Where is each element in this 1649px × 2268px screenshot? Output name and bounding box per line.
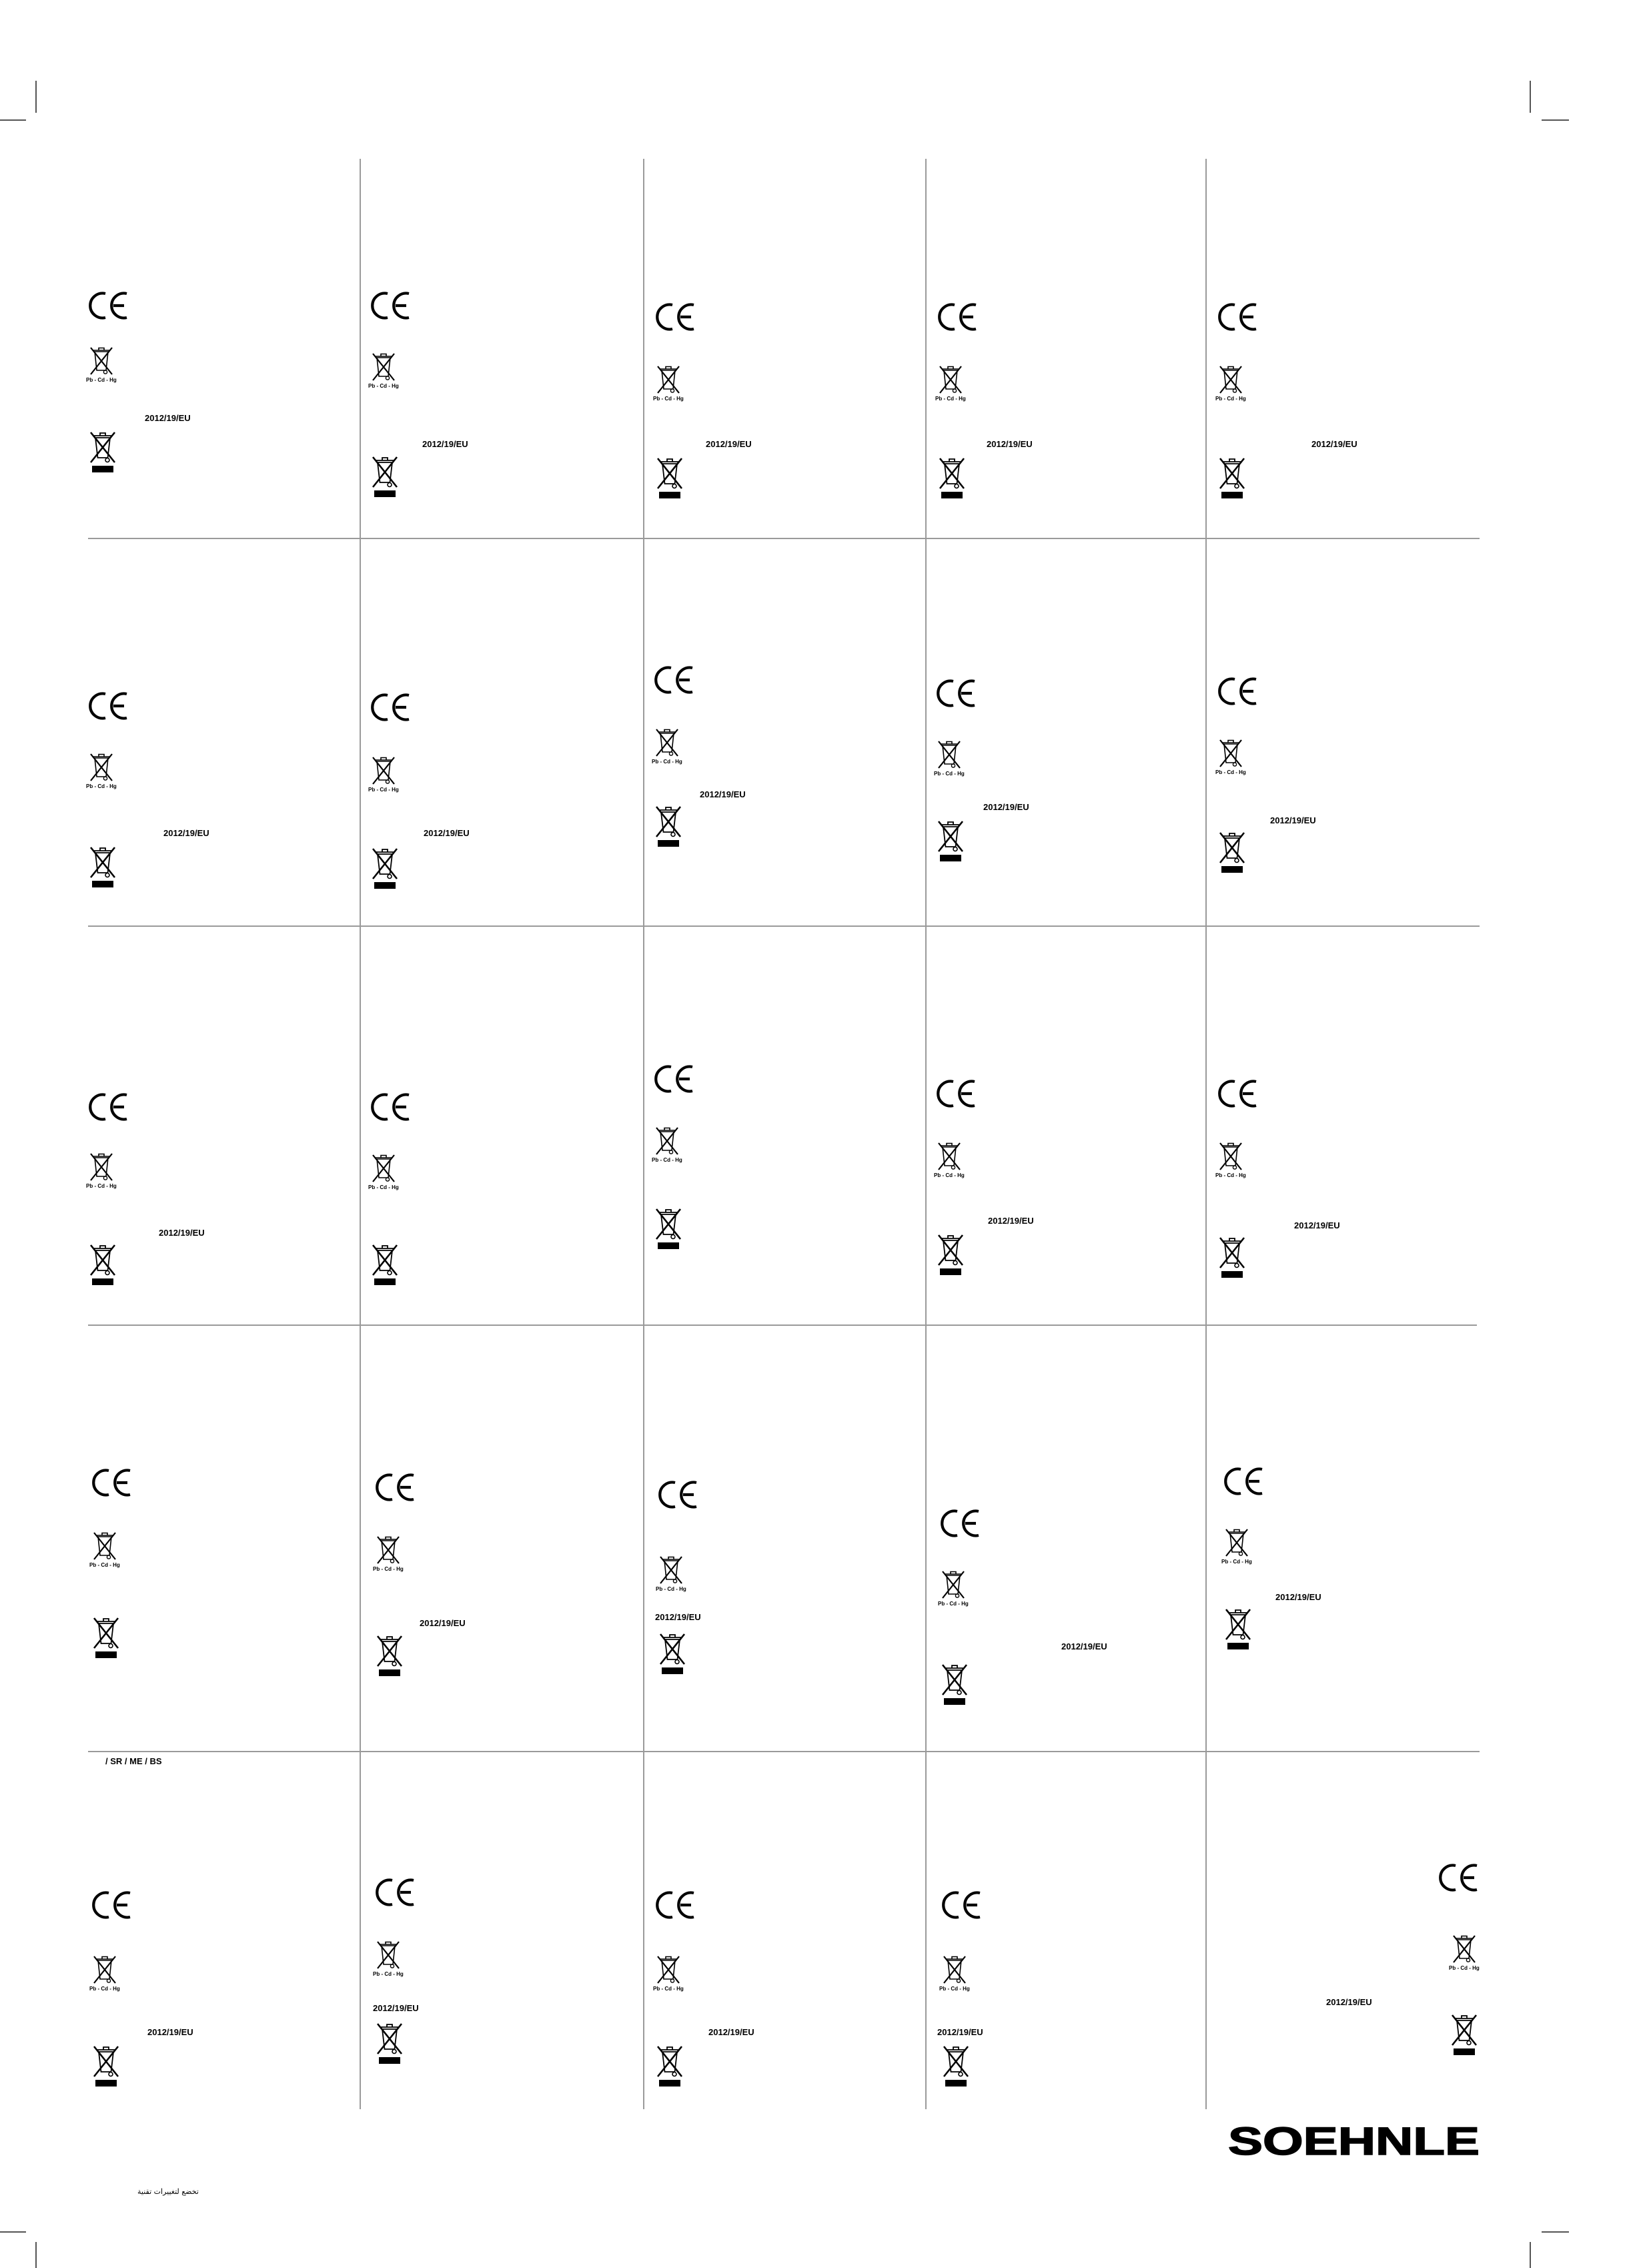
ce-mark-icon bbox=[91, 1467, 131, 1499]
battery-disposal-icon bbox=[937, 363, 964, 404]
weee-crossed-bin-icon bbox=[1217, 1234, 1247, 1278]
weee-directive-label: 2012/19/EU bbox=[983, 802, 1029, 812]
battery-chem-label: Pb - Cd - Hg bbox=[1215, 396, 1246, 402]
soehnle-logo-text: SOEHNLE bbox=[1228, 2125, 1480, 2157]
weee-crossed-bin-icon bbox=[370, 845, 400, 889]
battery-chem-label: Pb - Cd - Hg bbox=[652, 1157, 682, 1163]
weee-crossed-bin-icon bbox=[88, 1241, 117, 1285]
battery-disposal-icon bbox=[654, 726, 680, 767]
weee-directive-label: 2012/19/EU bbox=[1294, 1220, 1340, 1230]
column-divider bbox=[925, 159, 927, 2109]
ce-mark-icon bbox=[88, 690, 128, 722]
row-divider bbox=[88, 538, 1480, 539]
weee-crossed-bin-icon bbox=[936, 1231, 965, 1275]
weee-directive-label: 2012/19/EU bbox=[700, 789, 746, 799]
ce-mark-icon bbox=[88, 290, 128, 322]
crop-mark-top-right-vertical bbox=[1530, 81, 1531, 113]
weee-directive-label: 2012/19/EU bbox=[147, 2027, 193, 2037]
battery-chem-label: Pb - Cd - Hg bbox=[656, 1586, 686, 1592]
weee-directive-label: 2012/19/EU bbox=[1326, 1997, 1372, 2007]
ce-mark-icon bbox=[1438, 1862, 1478, 1894]
battery-disposal-icon bbox=[91, 1953, 118, 1994]
crop-mark-top-left-vertical bbox=[35, 81, 37, 113]
battery-chem-label: Pb - Cd - Hg bbox=[373, 1566, 404, 1572]
weee-crossed-bin-icon bbox=[941, 2042, 971, 2087]
weee-directive-label: 2012/19/EU bbox=[655, 1612, 701, 1622]
battery-disposal-icon bbox=[1217, 363, 1244, 404]
ce-mark-icon bbox=[941, 1889, 981, 1921]
ce-mark-icon bbox=[936, 677, 976, 709]
weee-directive-label: 2012/19/EU bbox=[424, 828, 470, 838]
battery-disposal-icon bbox=[370, 1152, 397, 1193]
ce-mark-icon bbox=[370, 290, 410, 322]
battery-chem-label: Pb - Cd - Hg bbox=[934, 1172, 965, 1178]
column-divider bbox=[643, 159, 644, 2109]
crop-mark-bottom-left-horizontal bbox=[0, 2231, 26, 2233]
battery-disposal-icon bbox=[1451, 1932, 1478, 1974]
ce-mark-icon bbox=[1217, 1078, 1257, 1110]
battery-disposal-icon bbox=[936, 738, 963, 779]
battery-chem-label: Pb - Cd - Hg bbox=[1215, 1172, 1246, 1178]
weee-directive-label: 2012/19/EU bbox=[1275, 1592, 1321, 1602]
battery-disposal-icon bbox=[941, 1953, 968, 1994]
crop-mark-bottom-left-vertical bbox=[35, 2242, 37, 2268]
weee-crossed-bin-icon bbox=[88, 843, 117, 887]
weee-crossed-bin-icon bbox=[88, 428, 117, 472]
weee-crossed-bin-icon bbox=[1217, 454, 1247, 498]
battery-disposal-icon bbox=[1217, 737, 1244, 778]
ce-mark-icon bbox=[936, 1078, 976, 1110]
weee-crossed-bin-icon bbox=[91, 1614, 121, 1658]
ce-mark-icon bbox=[375, 1876, 415, 1908]
weee-directive-label: 2012/19/EU bbox=[373, 2003, 419, 2013]
battery-chem-label: Pb - Cd - Hg bbox=[89, 1986, 120, 1992]
weee-directive-label: 2012/19/EU bbox=[422, 439, 468, 449]
battery-disposal-icon bbox=[88, 1150, 115, 1192]
ce-mark-icon bbox=[654, 1063, 694, 1095]
battery-chem-label: Pb - Cd - Hg bbox=[652, 759, 682, 765]
weee-crossed-bin-icon bbox=[370, 1241, 400, 1285]
battery-chem-label: Pb - Cd - Hg bbox=[86, 783, 117, 789]
weee-directive-label: 2012/19/EU bbox=[988, 1216, 1034, 1226]
weee-directive-label: 2012/19/EU bbox=[1311, 439, 1357, 449]
battery-disposal-icon bbox=[936, 1140, 963, 1181]
column-divider bbox=[360, 159, 361, 2109]
battery-chem-label: Pb - Cd - Hg bbox=[1221, 1559, 1252, 1565]
battery-chem-label: Pb - Cd - Hg bbox=[934, 771, 965, 777]
battery-disposal-icon bbox=[658, 1553, 684, 1595]
weee-crossed-bin-icon bbox=[654, 1205, 683, 1249]
ce-mark-icon bbox=[654, 664, 694, 696]
battery-chem-label: Pb - Cd - Hg bbox=[368, 1184, 399, 1190]
weee-directive-label: 2012/19/EU bbox=[145, 413, 191, 423]
battery-chem-label: Pb - Cd - Hg bbox=[373, 1971, 404, 1977]
battery-disposal-icon bbox=[375, 1938, 402, 1980]
weee-crossed-bin-icon bbox=[654, 803, 683, 847]
ce-mark-icon bbox=[937, 301, 977, 333]
row-divider bbox=[88, 1751, 1480, 1752]
ce-mark-icon bbox=[655, 1889, 695, 1921]
weee-crossed-bin-icon bbox=[1450, 2011, 1479, 2055]
crop-mark-top-left-horizontal bbox=[0, 119, 26, 121]
weee-crossed-bin-icon bbox=[375, 2020, 404, 2064]
battery-disposal-icon bbox=[370, 350, 397, 392]
battery-disposal-icon bbox=[655, 363, 682, 404]
weee-crossed-bin-icon bbox=[655, 454, 684, 498]
weee-crossed-bin-icon bbox=[936, 817, 965, 861]
ce-mark-icon bbox=[655, 301, 695, 333]
crop-mark-top-right-horizontal bbox=[1542, 119, 1569, 121]
battery-chem-label: Pb - Cd - Hg bbox=[86, 377, 117, 383]
technical-changes-note: تخضع لتغييرات تقنية bbox=[137, 2187, 199, 2196]
weee-crossed-bin-icon bbox=[655, 2042, 684, 2087]
weee-directive-label: 2012/19/EU bbox=[1061, 1641, 1107, 1651]
ce-mark-icon bbox=[91, 1889, 131, 1921]
battery-disposal-icon bbox=[654, 1124, 680, 1166]
ce-mark-icon bbox=[1223, 1465, 1263, 1497]
soehnle-logo bbox=[1228, 2125, 1480, 2157]
weee-crossed-bin-icon bbox=[91, 2042, 121, 2087]
language-marker: / SR / ME / BS bbox=[105, 1756, 162, 1766]
battery-disposal-icon bbox=[375, 1533, 402, 1575]
weee-directive-label: 2012/19/EU bbox=[159, 1228, 205, 1238]
battery-chem-label: Pb - Cd - Hg bbox=[939, 1986, 970, 1992]
ce-mark-icon bbox=[370, 1091, 410, 1123]
weee-crossed-bin-icon bbox=[375, 1632, 404, 1676]
ce-mark-icon bbox=[370, 691, 410, 723]
battery-disposal-icon bbox=[655, 1953, 682, 1994]
battery-chem-label: Pb - Cd - Hg bbox=[1449, 1965, 1480, 1971]
weee-crossed-bin-icon bbox=[937, 454, 967, 498]
ce-mark-icon bbox=[658, 1479, 698, 1511]
battery-disposal-icon bbox=[1217, 1140, 1244, 1181]
battery-chem-label: Pb - Cd - Hg bbox=[368, 787, 399, 793]
weee-crossed-bin-icon bbox=[1223, 1605, 1253, 1649]
ce-mark-icon bbox=[1217, 675, 1257, 707]
ce-mark-icon bbox=[375, 1471, 415, 1503]
ce-mark-icon bbox=[1217, 301, 1257, 333]
battery-chem-label: Pb - Cd - Hg bbox=[1215, 769, 1246, 775]
battery-disposal-icon bbox=[91, 1529, 118, 1571]
battery-disposal-icon bbox=[940, 1568, 967, 1609]
battery-chem-label: Pb - Cd - Hg bbox=[653, 396, 684, 402]
crop-mark-bottom-right-horizontal bbox=[1542, 2231, 1569, 2233]
crop-mark-bottom-right-vertical bbox=[1530, 2242, 1531, 2268]
ce-mark-icon bbox=[940, 1507, 980, 1539]
battery-disposal-icon bbox=[370, 754, 397, 795]
battery-chem-label: Pb - Cd - Hg bbox=[935, 396, 966, 402]
weee-directive-label: 2012/19/EU bbox=[937, 2027, 983, 2037]
weee-directive-label: 2012/19/EU bbox=[708, 2027, 754, 2037]
battery-disposal-icon bbox=[88, 344, 115, 386]
weee-crossed-bin-icon bbox=[658, 1630, 687, 1674]
weee-directive-label: 2012/19/EU bbox=[420, 1618, 466, 1628]
row-divider bbox=[88, 925, 1480, 927]
battery-chem-label: Pb - Cd - Hg bbox=[938, 1601, 969, 1607]
column-divider bbox=[1205, 159, 1207, 2109]
weee-crossed-bin-icon bbox=[1217, 829, 1247, 873]
weee-directive-label: 2012/19/EU bbox=[1270, 815, 1316, 825]
row-divider bbox=[88, 1325, 1477, 1326]
weee-directive-label: 2012/19/EU bbox=[163, 828, 209, 838]
battery-chem-label: Pb - Cd - Hg bbox=[368, 383, 399, 389]
battery-disposal-icon bbox=[88, 751, 115, 792]
ce-mark-icon bbox=[88, 1091, 128, 1123]
battery-chem-label: Pb - Cd - Hg bbox=[653, 1986, 684, 1992]
weee-crossed-bin-icon bbox=[370, 453, 400, 497]
battery-disposal-icon bbox=[1223, 1526, 1250, 1567]
weee-directive-label: 2012/19/EU bbox=[706, 439, 752, 449]
battery-chem-label: Pb - Cd - Hg bbox=[89, 1562, 120, 1568]
battery-chem-label: Pb - Cd - Hg bbox=[86, 1183, 117, 1189]
weee-directive-label: 2012/19/EU bbox=[987, 439, 1033, 449]
weee-crossed-bin-icon bbox=[940, 1661, 969, 1705]
